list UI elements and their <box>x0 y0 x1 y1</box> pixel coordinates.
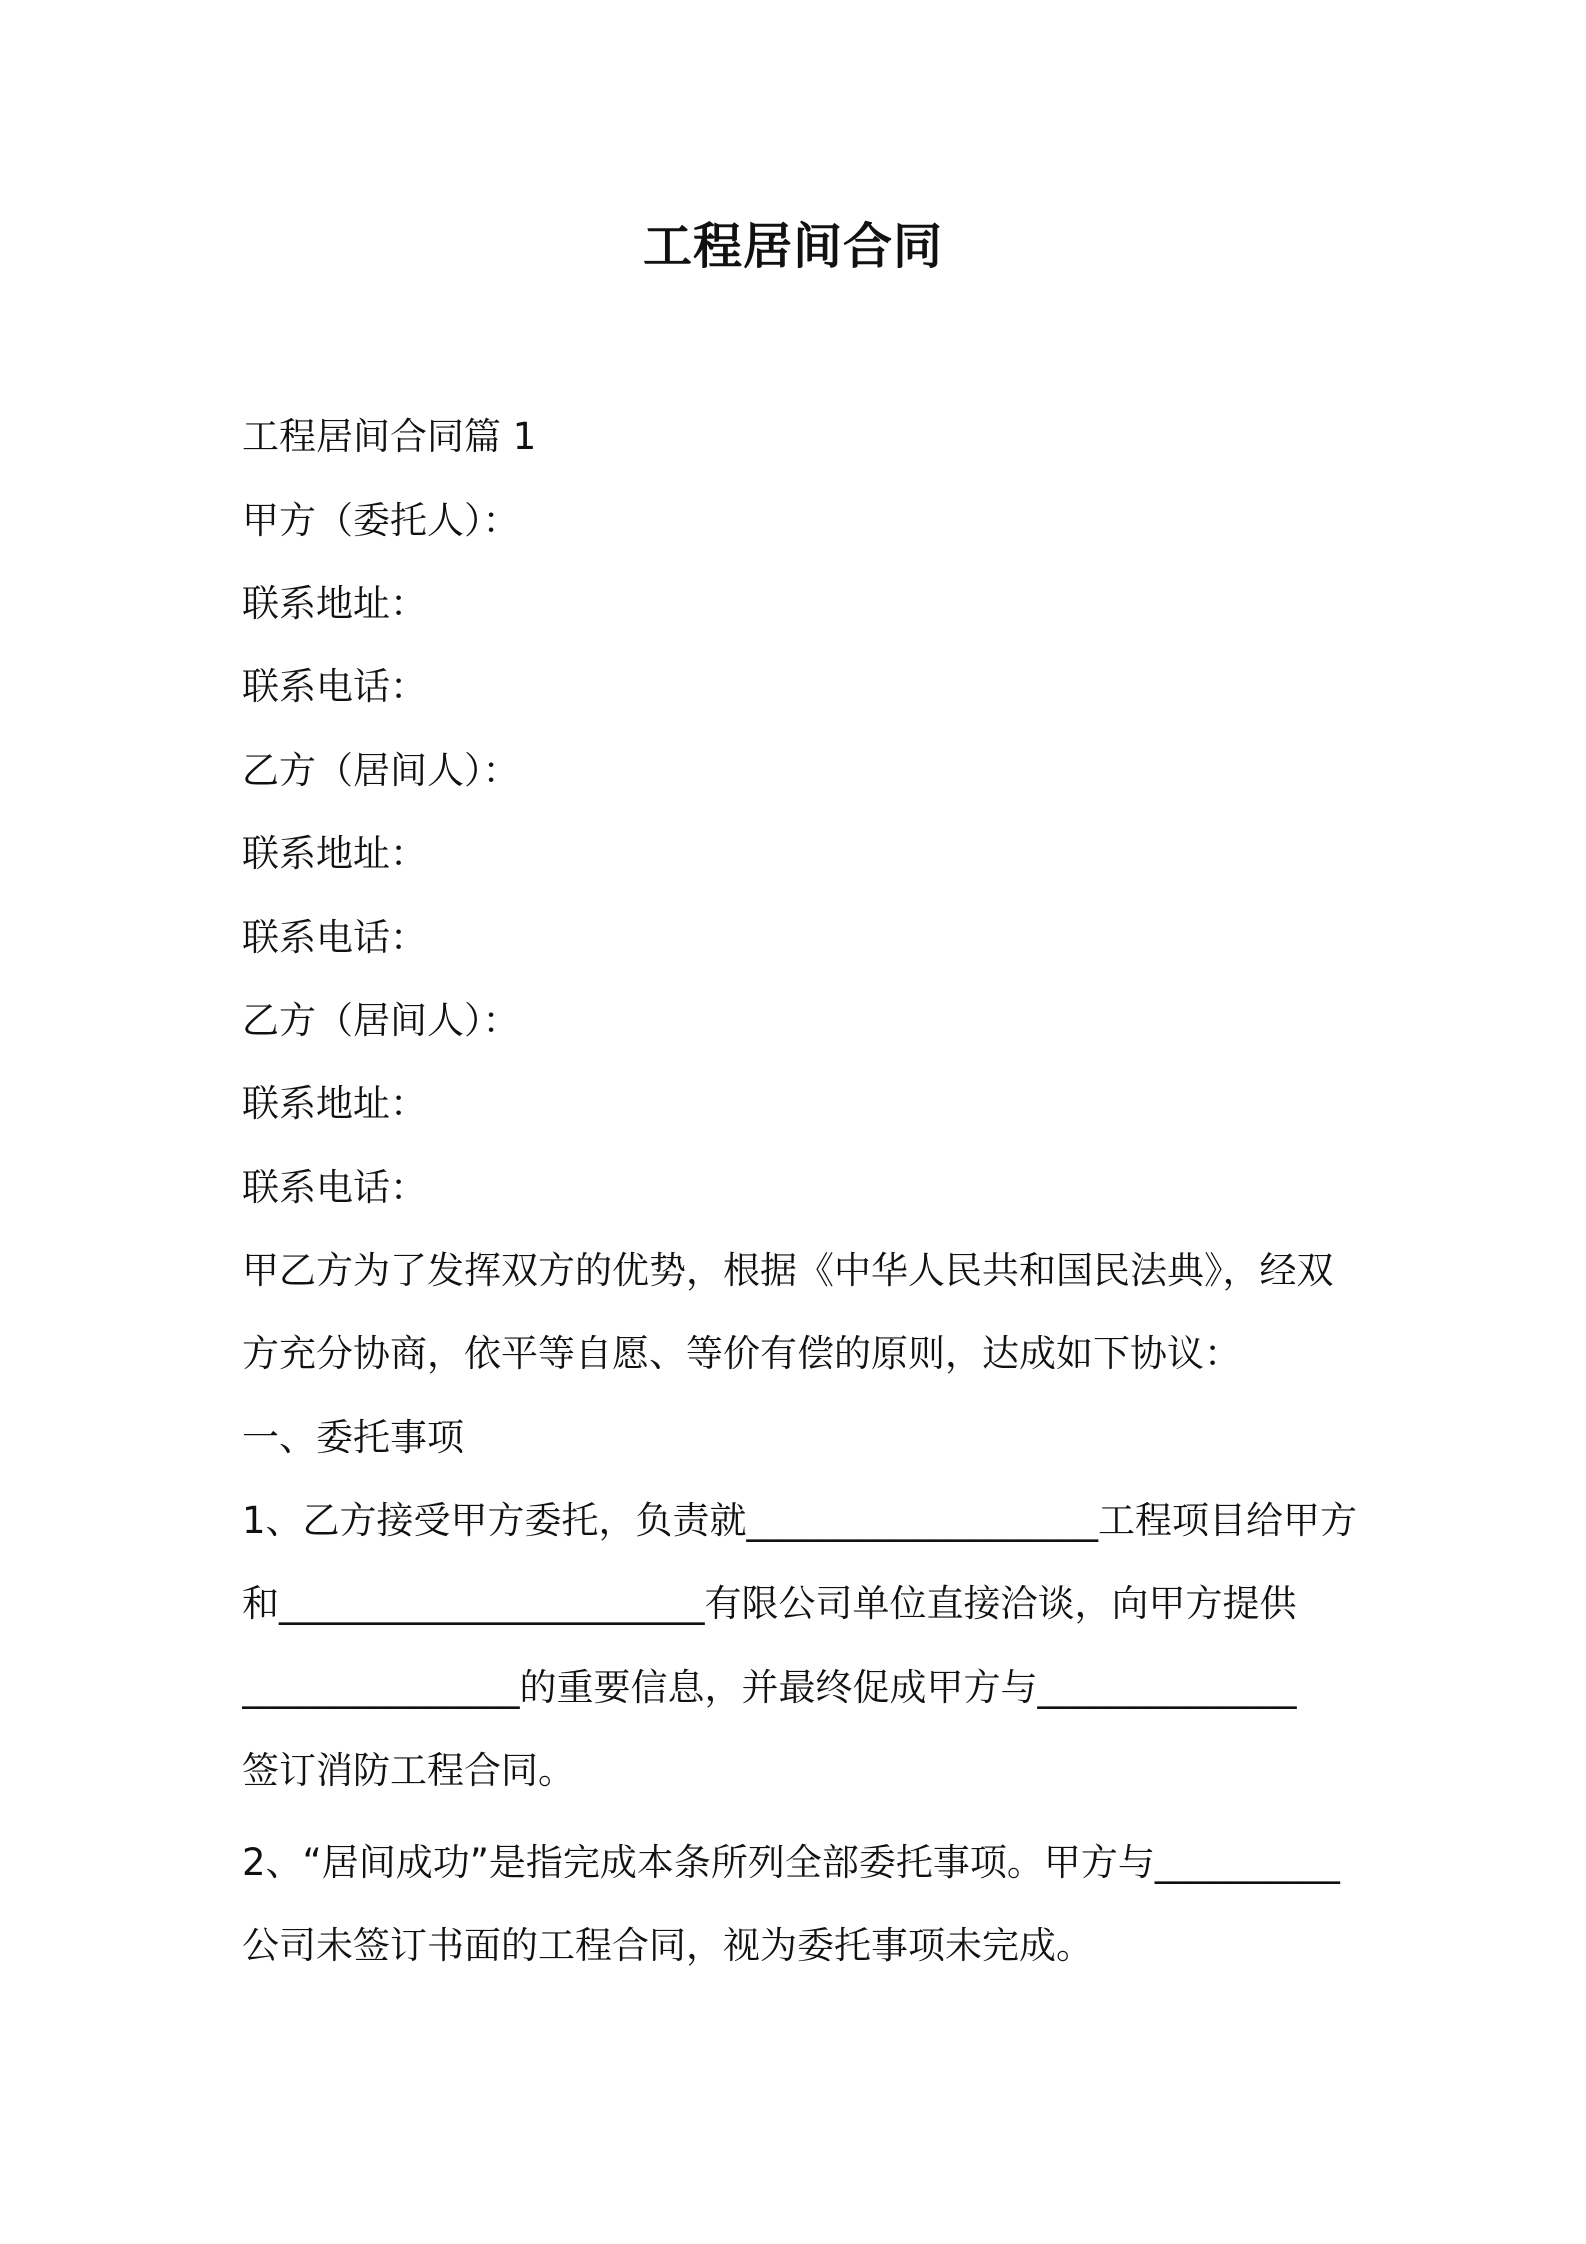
party-b-2-address-label: 联系地址： <box>242 1082 427 1125</box>
clause-1-line: _______________的重要信息，并最终促成甲方与______________ <box>242 1666 1297 1709</box>
party-b-2-phone-label: 联系电话： <box>242 1166 427 1209</box>
party-a-address-label: 联系地址： <box>242 582 427 625</box>
party-b-2-label: 乙方（居间人）： <box>242 999 520 1042</box>
preamble-line: 方充分协商，依平等自愿、等价有偿的原则，达成如下协议： <box>242 1332 1241 1375</box>
clause-1-line: 1、乙方接受甲方委托，负责就___________________工程项目给甲方 <box>242 1499 1358 1542</box>
clause-1-line: 签订消防工程合同。 <box>242 1749 575 1792</box>
party-a-label: 甲方（委托人）： <box>242 499 520 542</box>
party-a-phone-label: 联系电话： <box>242 665 427 708</box>
document-title: 工程居间合同 <box>642 218 943 275</box>
party-b-1-label: 乙方（居间人）： <box>242 749 520 792</box>
article-1-heading: 一、委托事项 <box>242 1416 464 1459</box>
party-b-1-address-label: 联系地址： <box>242 832 427 875</box>
clause-2-line: 2、“居间成功”是指完成本条所列全部委托事项。甲方与__________ <box>242 1841 1340 1884</box>
section-heading: 工程居间合同篇 1 <box>242 415 537 458</box>
clause-2-line: 公司未签订书面的工程合同，视为委托事项未完成。 <box>242 1924 1093 1967</box>
preamble-line: 甲乙方为了发挥双方的优势，根据《中华人民共和国民法典》，经双 <box>242 1249 1334 1292</box>
clause-1-line: 和_______________________有限公司单位直接洽谈，向甲方提供 <box>242 1582 1297 1625</box>
party-b-1-phone-label: 联系电话： <box>242 916 427 959</box>
